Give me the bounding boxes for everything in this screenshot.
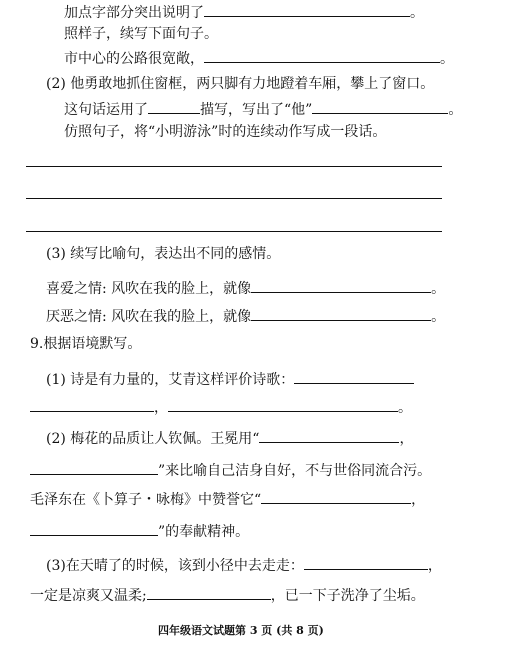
writing-line[interactable] <box>26 198 442 199</box>
q9-p2-cont-text: ”来比喻自己洁身自好，不与世俗同流合污。 <box>158 463 432 479</box>
answer-blank[interactable] <box>259 428 399 443</box>
dot-explain-line <box>64 2 424 22</box>
comma: ， <box>427 558 442 574</box>
writing-line[interactable] <box>26 166 442 167</box>
q9-title: 9.根据语境默写。 <box>30 336 142 352</box>
q9-p3-cont-line <box>30 585 425 605</box>
period: 。 <box>431 309 446 325</box>
q2-sentence: (2) 他勇敢地抓住窗框，两只脚有力地蹬着车厢，攀上了窗口。 <box>46 76 435 92</box>
road-sentence-line <box>64 48 454 68</box>
q9-p2-line <box>46 428 413 448</box>
q9-p2-text: (2) 梅花的品质让人钦佩。王冕用“ <box>46 431 260 447</box>
q9-mao-end-text: ”的奉献精神。 <box>158 524 250 540</box>
q9-p1-text: (1) 诗是有力量的，艾青这样评价诗歌： <box>46 372 295 388</box>
q3-dislike-text: 厌恶之情: 风吹在我的脸上，就像 <box>46 309 252 325</box>
answer-blank[interactable] <box>168 397 398 412</box>
q2-task: 仿照句子，将“小明游泳”时的连续动作写成一段话。 <box>64 124 387 140</box>
q9-mao-text: 毛泽东在《卜算子・咏梅》中赞誉它“ <box>30 492 262 508</box>
answer-blank[interactable] <box>251 278 431 293</box>
period: 。 <box>448 102 463 118</box>
period: 。 <box>440 51 454 67</box>
q3-dislike-line <box>46 306 445 326</box>
q9-p1-line <box>46 369 414 389</box>
dot-explain-text: 加点字部分突出说明了 <box>64 5 204 21</box>
q9-mao-line <box>30 489 425 509</box>
q9-p3-text-b: ，已一下子洗净了尘垢。 <box>270 588 425 604</box>
writing-line[interactable] <box>26 231 442 232</box>
q2-uses-text-b: 描写，写出了“他” <box>200 102 313 118</box>
comma: ， <box>411 492 426 508</box>
page-footer: 四年级语文试题第 3 页 (共 8 页) <box>158 624 324 637</box>
answer-blank[interactable] <box>30 521 158 536</box>
q2-uses-line <box>64 99 462 119</box>
imitate-instruction: 照样子，续写下面句子。 <box>64 26 218 42</box>
answer-blank[interactable] <box>294 369 414 384</box>
period: 。 <box>431 281 446 297</box>
answer-blank[interactable] <box>312 99 448 114</box>
q9-p3-text-a: 一定是凉爽又温柔; <box>30 588 147 604</box>
q9-mao-cont-line <box>30 521 249 541</box>
q9-p1-cont-line <box>30 397 412 417</box>
answer-blank[interactable] <box>147 585 271 600</box>
answer-blank[interactable] <box>148 99 200 114</box>
q3-title: (3) 续写比喻句，表达出不同的感情。 <box>46 246 281 262</box>
answer-blank[interactable] <box>30 460 158 475</box>
answer-blank[interactable] <box>304 555 428 570</box>
q3-like-text: 喜爱之情: 风吹在我的脸上，就像 <box>46 281 252 297</box>
road-sentence-text: 市中心的公路很宽敞， <box>64 51 204 67</box>
comma: ， <box>154 400 168 416</box>
answer-blank[interactable] <box>204 48 440 63</box>
q9-p3-text: (3)在天晴了的时候，该到小径中去走走： <box>46 558 304 574</box>
period: 。 <box>398 400 412 416</box>
period: 。 <box>410 5 424 21</box>
answer-blank[interactable] <box>30 397 154 412</box>
answer-blank[interactable] <box>261 489 411 504</box>
q2-uses-text-a: 这句话运用了 <box>64 102 148 118</box>
answer-blank[interactable] <box>251 306 431 321</box>
comma: ， <box>399 431 414 447</box>
q9-p3-line <box>46 555 442 575</box>
q3-like-line <box>46 278 445 298</box>
answer-blank[interactable] <box>204 2 410 17</box>
q9-p2-cont-line <box>30 460 431 480</box>
